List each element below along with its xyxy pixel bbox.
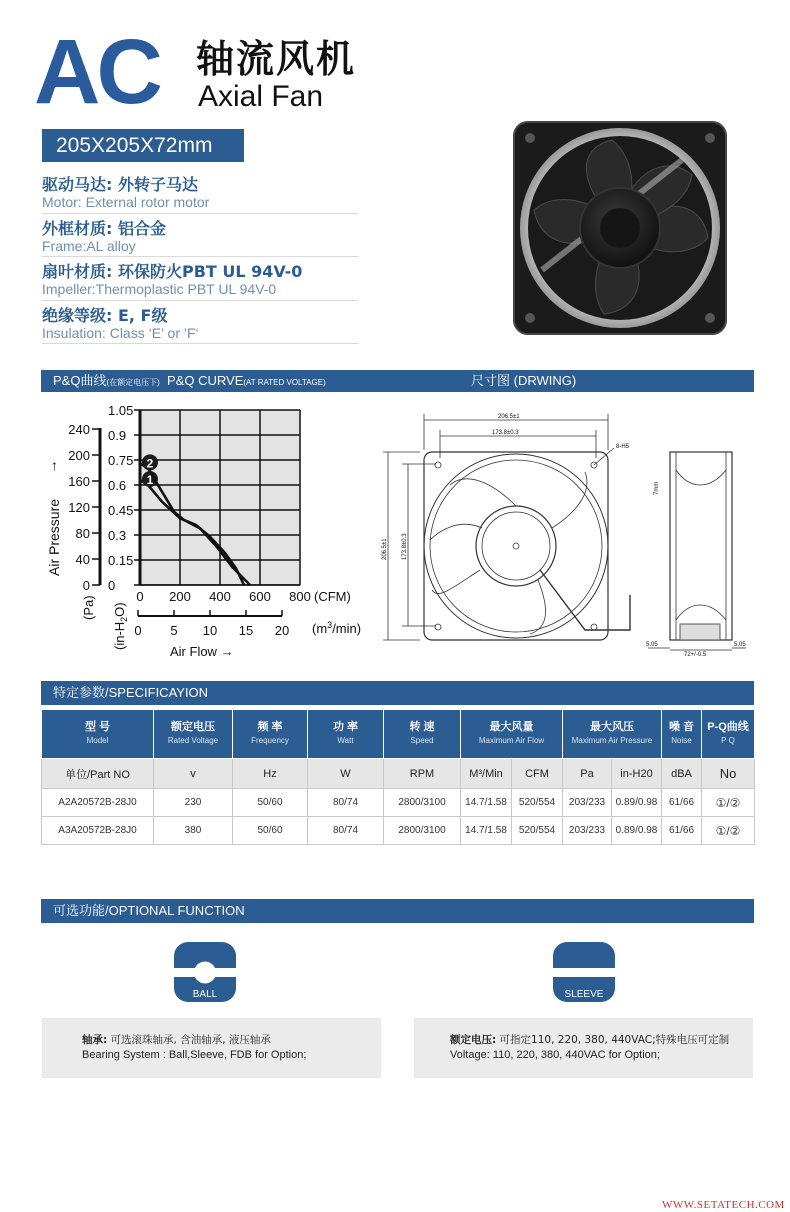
x-cfm-tick-label: 800 [289, 589, 311, 604]
table-cell: 14.7/1.58 [461, 817, 512, 845]
x-m3-unit: $(m^3/\min)$ [312, 620, 362, 636]
product-title-cn: 轴流风机 [196, 37, 357, 81]
drawing-section-title: 尺寸图 (DRWING) [471, 373, 577, 388]
dim-side-note: 7mm [654, 481, 660, 495]
product-title-en: Axial Fan [198, 80, 324, 113]
voltage-option-cn: 额定电压: 可指定110, 220, 380, 440VAC;特殊电压可定制 [450, 1034, 730, 1046]
dim-side-flange-left: 5.05 [646, 642, 658, 648]
pq-section-title [53, 370, 326, 394]
voltage-option-en: Voltage: 110, 220, 380, 440VAC for Option; [450, 1049, 660, 1061]
feature-motor [42, 170, 358, 214]
dim-hole-height: 173.8±0.3 [402, 533, 408, 560]
dim-overall-height: 206.5±1 [382, 538, 388, 560]
feature-insulation-en: Insulation: Class ‘E’ or ’F‘ [42, 324, 199, 341]
pq-section-header [41, 370, 754, 392]
table-cell: 203/233 [563, 789, 612, 817]
fan-product-photo [512, 120, 728, 336]
col-header-watt: 功 率 Watt [308, 710, 384, 759]
unit-cell: CFM [512, 759, 563, 789]
col-header-speed: 转 速 Speed [384, 710, 461, 759]
dim-hole-note: 8-H5 [616, 444, 630, 450]
table-cell: ①/② [702, 817, 755, 845]
voltage-option-box [414, 1018, 753, 1078]
col-header-frequency: 频 率 Frequency [233, 710, 308, 759]
feature-frame-en: Frame:AL alloy [42, 237, 136, 254]
pq-title-en: P&Q CURVE [167, 373, 244, 388]
website-link[interactable]: WWW.SETATECH.COM [662, 1199, 785, 1211]
x-cfm-unit: (CFM) [314, 589, 351, 604]
table-cell: 80/74 [308, 817, 384, 845]
table-row [42, 817, 755, 845]
pq-curve-chart [40, 398, 380, 663]
dim-side-flange-right: 5.05 [734, 642, 746, 648]
pq-title-cn-note: (在额定电压下) [106, 378, 160, 387]
x-axis-label: Air Flow → [170, 644, 234, 659]
col-header-air-flow: 最大风量 Maximum Air Flow [461, 710, 563, 759]
table-cell: 230 [154, 789, 233, 817]
table-cell: 50/60 [233, 817, 308, 845]
feature-frame-cn: 外框材质: 铝合金 [42, 218, 166, 238]
x-m3-tick-label: 10 [202, 623, 218, 638]
y-pa-tick-label: 200 [68, 448, 90, 463]
col-header-noise: 噪 音 Noise [662, 710, 702, 759]
dim-side-depth: 72+/-0.5 [684, 652, 707, 658]
table-cell: 80/74 [308, 789, 384, 817]
y-pa-tick-label: 120 [68, 500, 90, 515]
feature-motor-en: Motor: External rotor motor [42, 194, 210, 210]
unit-cell: M³/Min [461, 759, 512, 789]
pq-curve-label-1: 1 [146, 473, 154, 487]
col-header-voltage: 额定电压 Rated Voltage [154, 710, 233, 759]
sleeve-bearing-icon [552, 941, 616, 1003]
x-cfm-tick-label: 400 [209, 589, 231, 604]
table-cell: 520/554 [512, 817, 563, 845]
y-inh2o-unit: $(in-H_2O)$ [112, 602, 129, 650]
unit-cell: No [702, 759, 755, 789]
table-cell: 2800/3100 [384, 789, 461, 817]
table-cell: 520/554 [512, 789, 563, 817]
x-m3-tick-label: 5 [170, 623, 178, 638]
table-cell: A3A20572B-28J0 [42, 817, 154, 845]
unit-cell: 单位/Part NO [42, 759, 154, 789]
optional-section-header: 可选功能/OPTIONAL FUNCTION [41, 899, 754, 923]
table-cell: 2800/3100 [384, 817, 461, 845]
unit-cell: dBA [662, 759, 702, 789]
y-pa-unit: (Pa) [81, 595, 96, 620]
y-pa-tick-label: 40 [75, 552, 90, 567]
y-inh2o-tick-label: 0.3 [108, 528, 127, 543]
feature-list [42, 170, 358, 344]
pq-curve-label-2: 2 [146, 456, 154, 471]
y-pa-tick-label: 240 [68, 422, 90, 437]
ball-bearing-label: BALL [192, 989, 218, 1000]
size-badge: 205X205X72mm [42, 129, 244, 162]
table-cell: A2A20572B-28J0 [42, 789, 154, 817]
unit-cell: Pa [563, 759, 612, 789]
y-inh2o-tick-label: 0.45 [108, 503, 134, 518]
y-inh2o-tick-label: 0.6 [108, 478, 127, 493]
feature-insulation-cn: 绝缘等级: E, F级 [42, 305, 168, 325]
unit-cell: W [308, 759, 384, 789]
y-axis-arrow: ↑ [51, 457, 58, 473]
x-cfm-tick-label: 200 [169, 589, 191, 604]
table-units-row [42, 759, 755, 789]
spec-table [41, 709, 755, 845]
spec-table-header-row [42, 710, 755, 759]
y-pa-tick-label: 80 [75, 526, 90, 541]
y-inh2o-tick-label: 0.75 [108, 453, 134, 468]
unit-cell: in-H20 [612, 759, 662, 789]
y-inh2o-tick-label: 0 [108, 578, 116, 593]
x-cfm-ticks [136, 589, 310, 604]
bearing-option-en: Bearing System : Ball,Sleeve, FDB for Option; [82, 1049, 307, 1061]
bearing-option-cn: 轴承: 可选滚珠轴承, 含油轴承, 液压轴承 [82, 1034, 271, 1046]
unit-cell: Hz [233, 759, 308, 789]
table-cell: 61/66 [662, 789, 702, 817]
feature-impeller [42, 257, 358, 301]
y-inh2o-tick-label: 0.15 [108, 553, 134, 568]
col-header-pq: P-Q曲线 P Q [702, 710, 755, 759]
y-axis-label: Air Pressure [46, 498, 62, 576]
table-cell: 61/66 [662, 817, 702, 845]
y-inh2o-ticks [108, 403, 140, 593]
x-cfm-tick-label: 600 [249, 589, 271, 604]
table-cell: ①/② [702, 789, 755, 817]
table-cell: 50/60 [233, 789, 308, 817]
y-inh2o-tick-label: 0.9 [108, 428, 127, 443]
feature-insulation [42, 301, 358, 345]
col-header-model: 型 号 Model [42, 710, 154, 759]
table-row [42, 789, 755, 817]
pq-title-en-note: (AT RATED VOLTAGE) [243, 378, 326, 387]
ball-bearing-icon [173, 941, 237, 1003]
table-cell: 380 [154, 817, 233, 845]
unit-cell: v [154, 759, 233, 789]
y-pa-ticks [68, 422, 100, 593]
y-inh2o-tick-label: 1.05 [108, 403, 134, 418]
x-m3-tick-label: 15 [238, 623, 254, 638]
feature-impeller-cn: 扇叶材质: 环保防火PBT UL 94V-0 [42, 262, 303, 281]
unit-cell: RPM [384, 759, 461, 789]
dimension-drawing [380, 400, 754, 662]
feature-motor-cn: 驱动马达: 外转子马达 [42, 175, 198, 194]
table-cell: 14.7/1.58 [461, 789, 512, 817]
spec-section-header: 特定参数/SPECIFICAYION [41, 681, 754, 705]
y-pa-tick-label: 160 [68, 474, 90, 489]
feature-frame [42, 214, 358, 258]
dim-overall-width: 206.5±1 [498, 414, 520, 420]
x-cfm-tick-label: 0 [136, 589, 144, 604]
y-pa-tick-label: 0 [82, 578, 90, 593]
table-cell: 0.89/0.98 [612, 789, 662, 817]
brand-logo-ac: AC [34, 21, 159, 123]
table-cell: 203/233 [563, 817, 612, 845]
sleeve-bearing-label: SLEEVE [564, 989, 604, 1000]
col-header-air-pressure: 最大风压 Maximum Air Pressure [563, 710, 662, 759]
feature-impeller-en: Impeller:Thermoplastic PBT UL 94V-0 [42, 281, 277, 297]
x-m3-tick-label: 0 [134, 623, 142, 638]
x-m3-tick-label: 20 [274, 623, 290, 638]
table-cell: 0.89/0.98 [612, 817, 662, 845]
bearing-option-box [42, 1018, 381, 1078]
pq-title-cn: P&Q曲线 [53, 373, 107, 388]
dim-hole-width: 173.8±0.3 [492, 430, 519, 436]
x-m3-ticks [134, 610, 289, 638]
